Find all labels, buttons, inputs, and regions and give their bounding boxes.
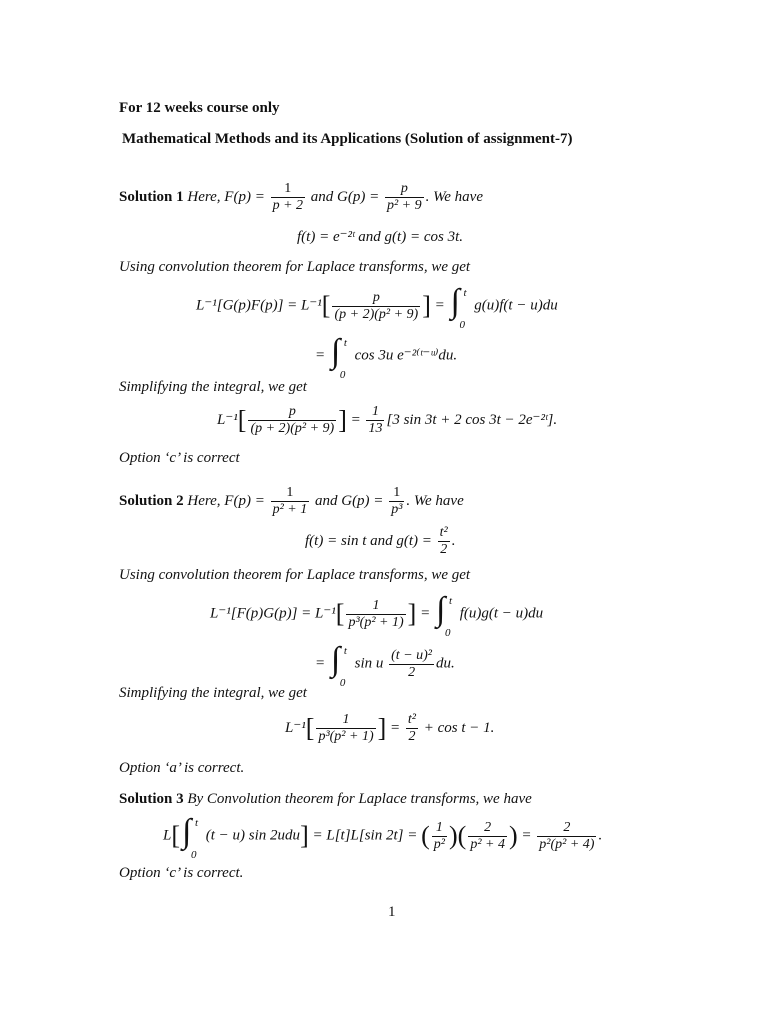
solution1-simplify: Simplifying the integral, we get — [119, 379, 307, 395]
solution2-using: Using convolution theorem for Laplace transforms, we get — [119, 567, 471, 583]
solution1-label: Solution 1 — [119, 188, 184, 205]
integral-sign: ∫ t 0 — [450, 283, 467, 331]
solution2-result: L⁻¹[ $\frac{1}{\text{p³(p² + 1)}}$ ] = $\frac{\text{t²}}{2}$ + cos t − 1. — [285, 712, 495, 744]
solution3-intro: Solution 3 By Convolution theorem for Laplace transforms, we have — [119, 791, 532, 807]
G-fraction: $\frac{p}{\text{p² + 9}}$ — [386, 181, 422, 213]
solution2-eq1: L⁻¹[F(p)G(p)] = L⁻¹[ $\frac{1}{\text{p³(p² + 1)}}$ ] = ∫ t 0 f(u)g(t − u)du — [210, 591, 544, 639]
page-number: 1 — [388, 904, 396, 920]
solution1-intro: Solution 1 Here, F(p) = $\frac{1}{p + 2}$ and G(p) = $\frac{p}{\text{p² + 9}}$ . We have — [119, 181, 483, 213]
solution3-label: Solution 3 — [119, 791, 184, 807]
solution1-ft-gt: f(t) = e⁻²ᵗ and g(t) = cos 3t. — [297, 229, 463, 245]
integral-sign: ∫ t 0 — [330, 333, 347, 381]
solution1-result: L⁻¹[ $\frac{p}{\text{(p + 2)(p² + 9)}}$ ] = $\frac{1}{13}$ [3 sin 3t + 2 cos 3t − 2e⁻²ᵗ]. — [217, 404, 558, 436]
solution2-option: Option ‘a’ is correct. — [119, 760, 245, 776]
solution2-simplify: Simplifying the integral, we get — [119, 685, 307, 701]
solution3-eq: L[ ∫ t 0 (t − u) sin 2udu] = L[t]L[sin 2t] = ( $\frac{1}{\text{p²}}$ )( $\frac{2}{\text{p² + 4}}$ ) = $\frac{2}{\text{p²(p² + 4)}}$ . — [163, 813, 603, 861]
course-note: For 12 weeks course only — [119, 100, 280, 116]
solution1-using: Using convolution theorem for Laplace transforms, we get — [119, 259, 471, 275]
integral-sign: ∫ t 0 — [435, 591, 452, 639]
solution1-eq2: = ∫ t 0 cos 3u e⁻²⁽ᵗ⁻ᵘ⁾du. — [315, 333, 458, 381]
page-title: Mathematical Methods and its Applications (Solution of assignment-7) — [122, 131, 573, 147]
solution2-label: Solution 2 — [119, 492, 184, 509]
solution3-option: Option ‘c’ is correct. — [119, 865, 244, 881]
integral-sign: ∫ t 0 — [330, 641, 347, 689]
solution2-intro: Solution 2 Here, F(p) = $\frac{1}{\text{p² + 1}}$ and G(p) = $\frac{1}{\text{p³}}$ . We have — [119, 485, 464, 517]
solution2-ft-gt: f(t) = sin t and g(t) = $\frac{\text{t²}}{2}$ . — [305, 525, 456, 557]
F-fraction: $\frac{1}{p + 2}$ — [272, 181, 304, 213]
solution2-eq2: = ∫ t 0 sin u $\frac{\text{(t − u)²}}{2}$ du. — [315, 641, 455, 689]
solution1-option: Option ‘c’ is correct — [119, 450, 240, 466]
integral-sign: ∫ t 0 — [182, 813, 199, 861]
solution1-eq1: L⁻¹[G(p)F(p)] = L⁻¹[ $\frac{p}{\text{(p + 2)(p² + 9)}}$ ] = ∫ t 0 g(u)f(t − u)du — [196, 283, 558, 331]
